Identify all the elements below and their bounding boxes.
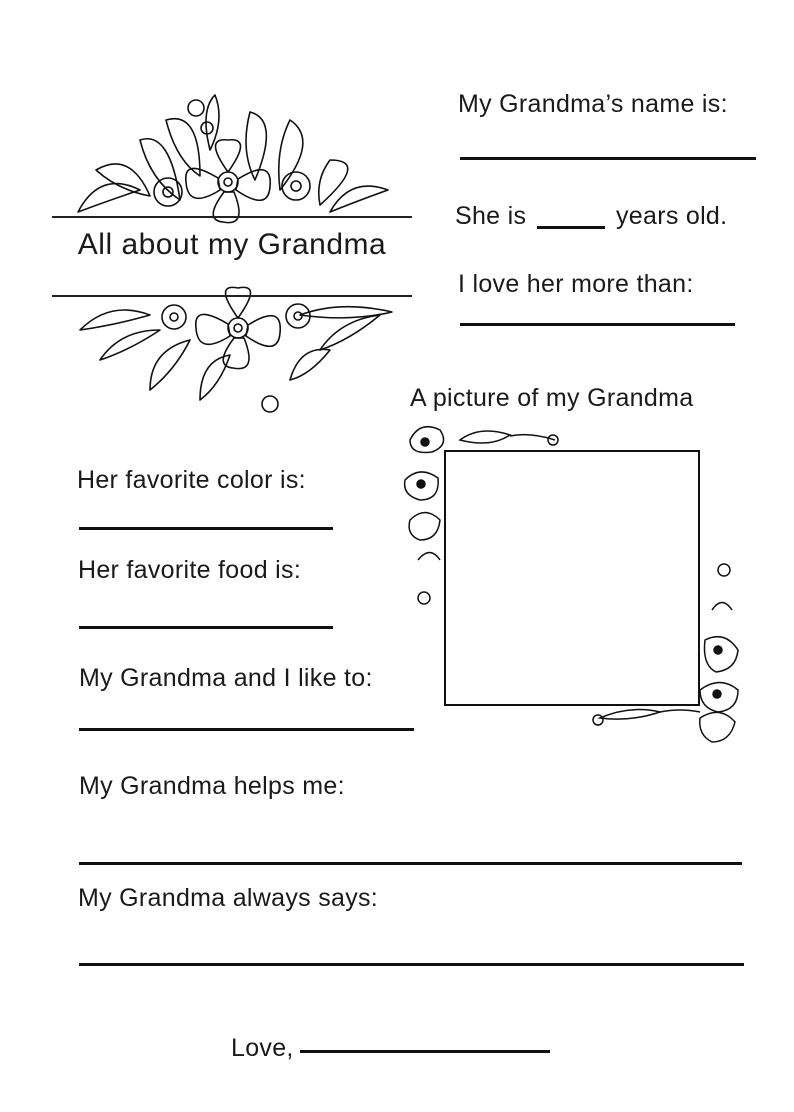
fav-color-label: Her favorite color is: [77, 466, 306, 494]
page-title: All about my Grandma [77, 228, 387, 261]
love-label: Love, [231, 1034, 294, 1062]
like-to-line[interactable] [79, 728, 414, 731]
fav-color-line[interactable] [79, 527, 333, 530]
years-old-label: years old. [616, 202, 728, 230]
title-rule-top [52, 216, 412, 218]
name-line[interactable] [460, 157, 756, 160]
title-rule-bottom [52, 295, 412, 297]
helps-me-label: My Grandma helps me: [79, 772, 345, 800]
she-is-label: She is [455, 202, 527, 230]
always-says-label: My Grandma always says: [78, 884, 379, 912]
picture-frame[interactable] [444, 450, 700, 706]
signature-line[interactable] [300, 1050, 550, 1053]
name-label: My Grandma’s name is: [458, 90, 728, 118]
love-more-label: I love her more than: [458, 270, 694, 298]
helps-me-line[interactable] [79, 862, 742, 865]
fav-food-line[interactable] [79, 626, 333, 629]
fav-food-label: Her favorite food is: [78, 556, 302, 584]
picture-label: A picture of my Grandma [410, 384, 694, 412]
age-line[interactable] [537, 226, 605, 229]
love-more-line[interactable] [460, 323, 735, 326]
like-to-label: My Grandma and I like to: [79, 664, 373, 692]
always-says-line[interactable] [79, 963, 744, 966]
